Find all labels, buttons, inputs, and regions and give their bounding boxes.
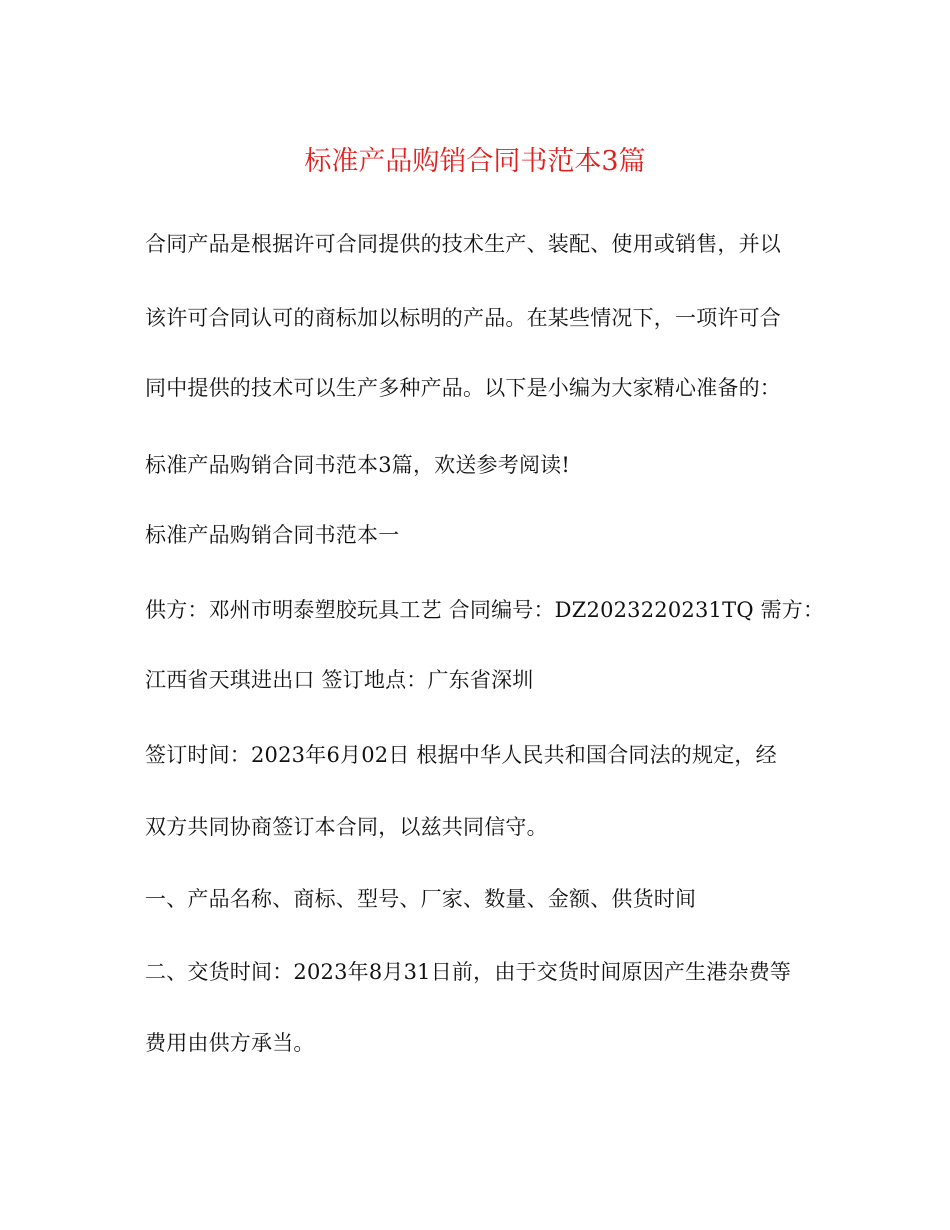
paragraph-line: 同中提供的技术可以生产多种产品。以下是小编为大家精心准备的： xyxy=(145,376,781,400)
section-heading: 标准产品购销合同书范本一 xyxy=(145,523,400,547)
paragraph-line: 双方共同协商签订本合同，以兹共同信守。 xyxy=(145,815,548,839)
paragraph-line: 江西省天琪进出口 签订地点：广东省深圳 xyxy=(145,668,534,692)
paragraph-line: 该许可合同认可的商标加以标明的产品。在某些情况下，一项许可合 xyxy=(145,306,781,330)
paragraph-line: 费用由供方承当。 xyxy=(145,1031,315,1055)
paragraph-line: 标准产品购销合同书范本3篇，欢送参考阅读! xyxy=(145,453,570,477)
paragraph-line: 合同产品是根据许可合同提供的技术生产、装配、使用或销售，并以 xyxy=(145,232,781,256)
clause-line: 二、交货时间：2023年8月31日前，由于交货时间原因产生港杂费等 xyxy=(145,960,792,984)
paragraph-line: 签订时间：2023年6月02日 根据中华人民共和国合同法的规定，经 xyxy=(145,743,777,767)
paragraph-line: 供方：邓州市明泰塑胶玩具工艺 合同编号：DZ2023220231TQ 需方： xyxy=(145,598,825,622)
clause-line: 一、产品名称、商标、型号、厂家、数量、金额、供货时间 xyxy=(145,887,697,911)
page-title: 标准产品购销合同书范本3篇 xyxy=(304,146,646,177)
